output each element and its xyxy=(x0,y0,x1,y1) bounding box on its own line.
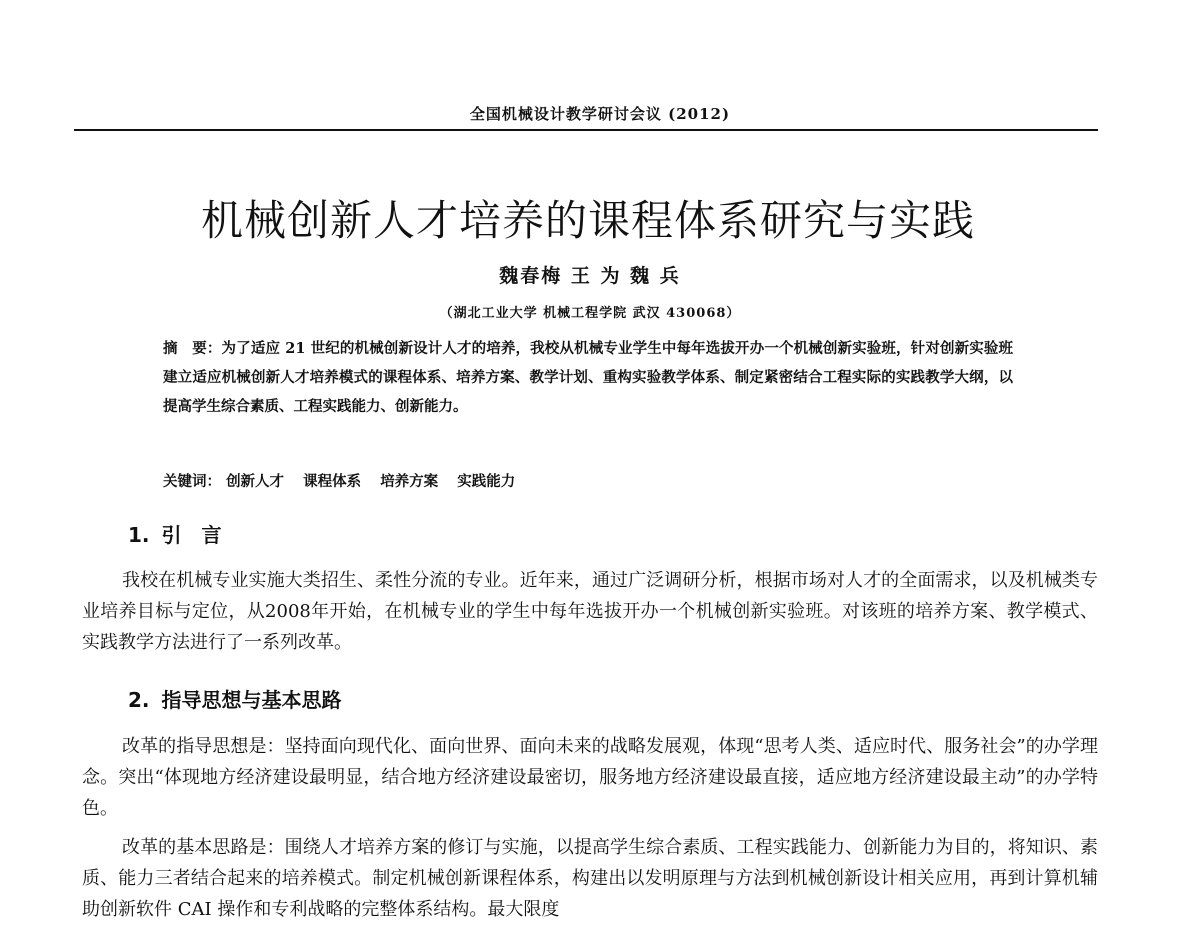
paragraph: 我校在机械专业实施大类招生、柔性分流的专业。近年来，通过广泛调研分析，根据市场对人才的全面需求，以及机械类专业培养目标与定位，从2008年开始，在机械专业的学生中每年选拔开办一个机械创新实验班。对该班的培养方案、教学模式、实践教学方法进行了一系列改革。 xyxy=(82,570,1098,653)
section-heading xyxy=(128,684,342,713)
keywords xyxy=(163,470,1013,491)
keyword: 实践能力 xyxy=(457,473,516,490)
paragraph: 改革的基本思路是：围绕人才培养方案的修订与实施，以提高学生综合素质、工程实践能力、创新能力为目的，将知识、素质、能力三者结合起来的培养模式。制定机械创新课程体系，构建出以发明原理与方法到机械创新设计相关应用，再到计算机辅助创新软件 CAI 操作和专利战略的完整体系结构。最大限度 xyxy=(82,837,1098,920)
running-header: 全国机械设计教学研讨会议 (2012) xyxy=(469,105,731,123)
abstract-text: 为了适应 21 世纪的机械创新设计人才的培养，我校从机械专业学生中每年选拔开办一个机械创新实验班，针对创新实验班建立适应机械创新人才培养模式的课程体系、培养方案、教学计划、重构实验教学体系、制定紧密结合工程实际的实践教学大纲，以提高学生综合素质、工程实践能力、创新能力。 xyxy=(163,340,1013,415)
keywords-label: 关键词： xyxy=(163,473,221,490)
keyword: 课程体系 xyxy=(303,473,362,490)
header-rule xyxy=(74,129,1098,131)
authors: 魏春梅 王 为 魏 兵 xyxy=(499,265,681,287)
section-heading xyxy=(128,519,222,548)
affiliation: （湖北工业大学 机械工程学院 武汉 430068） xyxy=(439,306,741,321)
abstract xyxy=(163,334,1013,421)
section-number: 1. xyxy=(128,523,150,547)
section-number: 2. xyxy=(128,688,150,712)
section-title: 引 言 xyxy=(161,523,222,547)
keyword: 创新人才 xyxy=(226,473,285,490)
paper-title: 机械创新人才培养的课程体系研究与实践 xyxy=(200,196,975,245)
keyword: 培养方案 xyxy=(380,473,439,490)
abstract-label: 摘 要： xyxy=(163,340,222,357)
paragraph: 改革的指导思想是：坚持面向现代化、面向世界、面向未来的战略发展观，体现“思考人类、适应时代、服务社会”的办学理念。突出“体现地方经济建设最明显，结合地方经济建设最密切，服务地方经济建设最直接，适应地方经济建设最主动”的办学特色。 xyxy=(82,736,1098,819)
section-title: 指导思想与基本思路 xyxy=(161,688,342,712)
